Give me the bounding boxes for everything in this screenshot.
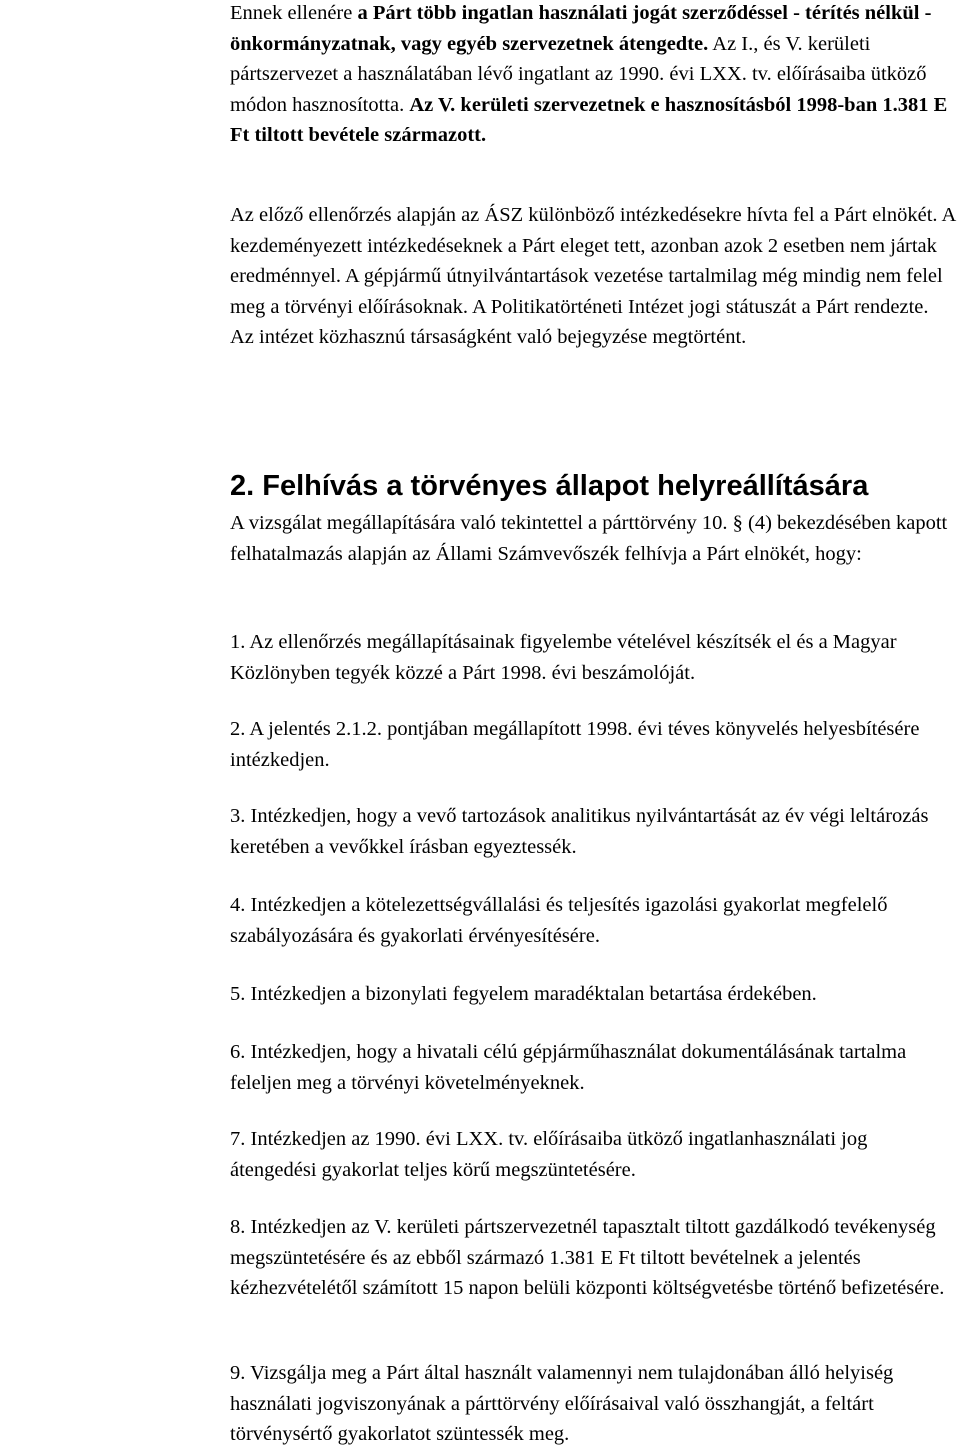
intro-bold-revenue: Az V. kerületi szervezetnek e hasznosításból 1998-ban 1.381 E Ft tiltott bevétele származott. [230, 93, 948, 146]
list-item-3: 3. Intézkedjen, hogy a vevő tartozások analitikus nyilvántartását az év végi leltározás keretében a vevőkkel írásban egyeztessék. [230, 805, 929, 858]
list-item-7: 7. Intézkedjen az 1990. évi LXX. tv. előírásaiba ütköző ingatlanhasználati jog átengedési gyakorlat teljes körű megszüntetésére. [230, 1128, 868, 1181]
list-item-9: 9. Vizsgálja meg a Párt által használt valamennyi nem tulajdonában álló helyiség használati jogviszonyának a párttörvény előírásaival való összhangját, a feltárt törvénysértő gyakorlatot szüntessék meg. [230, 1362, 894, 1445]
intro-text-start: Ennek ellenére [230, 2, 358, 24]
list-item-8: 8. Intézkedjen az V. kerületi pártszervezetnél tapasztalt tiltott gazdálkodó tevékenység megszüntetésére és az ebből származó 1.381 E Ft tiltott bevételnek a jelentés kézhezvételétől számított 15 napon belüli központi költségvetésbe történő befizetésére. [230, 1216, 945, 1299]
section-heading: 2. Felhívás a törvényes állapot helyreállítására [230, 470, 869, 502]
list-item-1: 1. Az ellenőrzés megállapításainak figyelembe vételével készítsék el és a Magyar Közlönyben tegyék közzé a Párt 1998. évi beszámolóját. [230, 631, 897, 684]
list-item-6: 6. Intézkedjen, hogy a hivatali célú gépjárműhasználat dokumentálásának tartalma feleljen meg a törvényi követelményeknek. [230, 1041, 907, 1094]
list-item-4: 4. Intézkedjen a kötelezettségvállalási és teljesítés igazolási gyakorlat megfelelő szabályozására és gyakorlati érvényesítésére. [230, 894, 888, 947]
intro-paragraph [230, 0, 956, 151]
list-item-2: 2. A jelentés 2.1.2. pontjában megállapított 1998. évi téves könyvelés helyesbítésére intézkedjen. [230, 718, 920, 771]
section-intro: A vizsgálat megállapítására való tekintettel a párttörvény 10. § (4) bekezdésében kapott felhatalmazás alapján az Állami Számvevőszék felhívja a Párt elnökét, hogy: [230, 512, 948, 565]
intro-text-middle: Az I., és V. kerületi pártszervezet a használatában lévő ingatlant az 1990. évi LXX. tv. előírásaiba ütköző módon hasznosította. [230, 32, 927, 116]
intro-bold-transfer: a Párt több ingatlan használati jogát szerződéssel - térítés nélkül - önkormányzatnak, vagy egyéb szervezetnek átengedte. [230, 2, 932, 55]
followup-paragraph: Az előző ellenőrzés alapján az ÁSZ különböző intézkedésekre hívta fel a Párt elnökét. A kezdeményezett intézkedéseknek a Párt eleget tett, azonban azok 2 esetben nem jártak eredménnyel. A gépjármű útnyilvántartások vezetése tartalmilag még mindig nem felel meg a törvényi előírásoknak. A Politikatörténeti Intézet jogi státuszát a Párt rendezte. Az intézet közhasznú társaságként való bejegyzése megtörtént. [230, 204, 956, 348]
list-item-5: 5. Intézkedjen a bizonylati fegyelem maradéktalan betartása érdekében. [230, 983, 817, 1005]
